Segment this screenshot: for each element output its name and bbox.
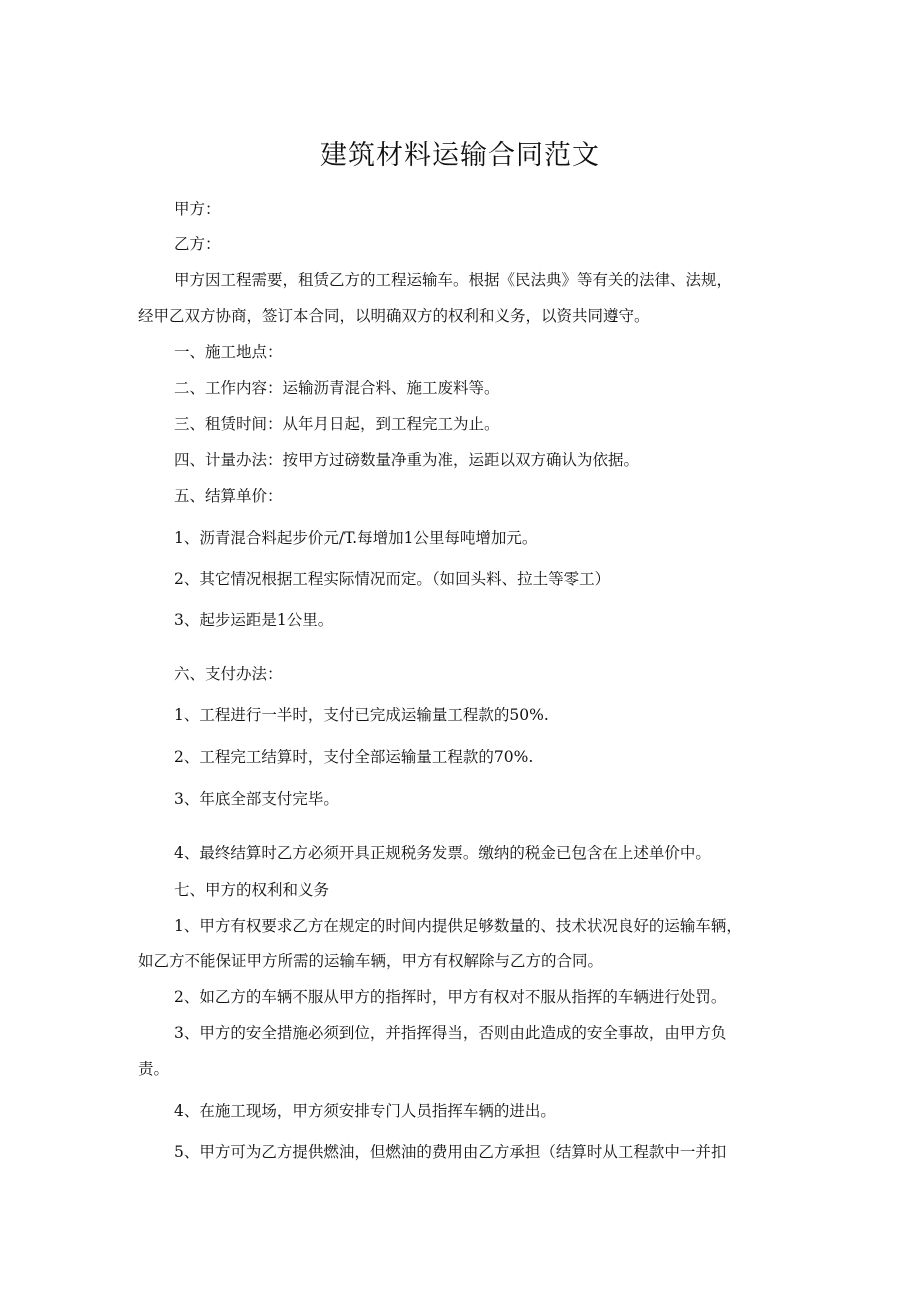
section-7-heading: 七、甲方的权利和义务 bbox=[174, 881, 330, 899]
section-7-item-1-line-1: 1、甲方有权要求乙方在规定的时间内提供足够数量的、技术状况良好的运输车辆， bbox=[174, 917, 742, 935]
section-5-item-2: 2、其它情况根据工程实际情况而定。（如回头料、拉土等零工） bbox=[174, 570, 611, 588]
section-5-item-3: 3、起步运距是1公里。 bbox=[174, 611, 334, 629]
section-7-item-1-line-2: 如乙方不能保证甲方所需的运输车辆，甲方有权解除与乙方的合同。 bbox=[138, 952, 604, 970]
section-4-heading: 四、计量办法：按甲方过磅数量净重为准，运距以双方确认为依据。 bbox=[174, 451, 640, 469]
preamble-line-2: 经甲乙双方协商，签订本合同，以明确双方的权利和义务，以资共同遵守。 bbox=[138, 307, 650, 325]
section-5-item-1: 1、沥青混合料起步价元/T.每增加1公里每吨增加元。 bbox=[174, 529, 538, 547]
section-6-item-3: 3、年底全部支付完毕。 bbox=[174, 790, 339, 808]
section-7-item-2: 2、如乙方的车辆不服从甲方的指挥时，甲方有权对不服从指挥的车辆进行处罚。 bbox=[174, 988, 727, 1006]
section-6-item-1: 1、工程进行一半时，支付已完成运输量工程款的50%. bbox=[174, 706, 549, 724]
party-a-line: 甲方： bbox=[174, 200, 221, 218]
section-6-item-2: 2、工程完工结算时，支付全部运输量工程款的70%. bbox=[174, 748, 534, 766]
section-7-item-3-line-2: 责。 bbox=[138, 1060, 170, 1078]
document-title: 建筑材料运输合同范文 bbox=[320, 140, 600, 171]
party-b-line: 乙方： bbox=[174, 235, 221, 253]
preamble-line-1: 甲方因工程需要，租赁乙方的工程运输车。根据《民法典》等有关的法律、法规， bbox=[174, 271, 733, 289]
section-1-heading: 一、施工地点： bbox=[174, 343, 283, 361]
section-6-item-4: 4、最终结算时乙方必须开具正规税务发票。缴纳的税金已包含在上述单价中。 bbox=[174, 844, 711, 862]
section-7-item-3-line-1: 3、甲方的安全措施必须到位，并指挥得当，否则由此造成的安全事故，由甲方负 bbox=[174, 1024, 727, 1042]
section-2-heading: 二、工作内容：运输沥青混合料、施工废料等。 bbox=[174, 379, 500, 397]
section-7-item-5-line-1: 5、甲方可为乙方提供燃油，但燃油的费用由乙方承担（结算时从工程款中一并扣 bbox=[174, 1143, 727, 1161]
section-7-item-4: 4、在施工现场，甲方须安排专门人员指挥车辆的进出。 bbox=[174, 1102, 556, 1120]
section-5-heading: 五、结算单价： bbox=[174, 487, 283, 505]
section-3-heading: 三、租赁时间：从年月日起，到工程完工为止。 bbox=[174, 415, 500, 433]
section-6-heading: 六、支付办法： bbox=[174, 665, 283, 683]
